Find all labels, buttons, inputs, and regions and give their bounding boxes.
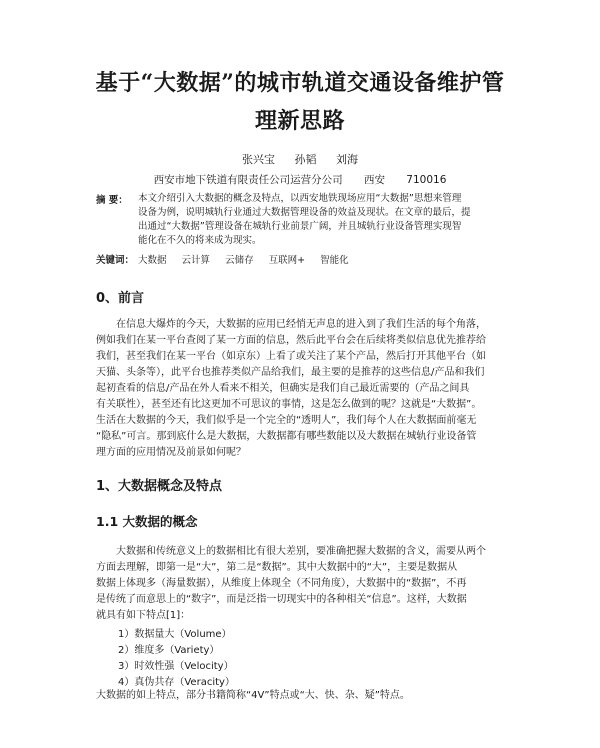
keyword: 智能化 bbox=[320, 255, 349, 266]
paragraph-line: 是传统了而意思上的“数字”，而是泛指一切现实中的各种相关“信息”。这样，大数据 bbox=[96, 594, 467, 605]
keyword: 云储存 bbox=[225, 255, 254, 266]
paragraph-line: 在信息大爆炸的今天，大数据的应用已经悄无声息的进入到了我们生活的每个角落， bbox=[116, 319, 486, 330]
abstract-label: 摘 要： bbox=[96, 195, 128, 206]
subsection-heading-concept: 1.1 大数据的概念 bbox=[96, 514, 198, 529]
paragraph-line: 我们，甚至我们在某一平台（如京东）上看了或关注了某个产品，然后打开其他平台（如 bbox=[96, 351, 486, 362]
paragraph-line: 起初查看的信息/产品在外人看来不相关，但确实是我们自己最近需要的（产品之间具 bbox=[96, 383, 470, 394]
affiliation-city: 西安 bbox=[363, 174, 385, 186]
paragraph-line: 方面去理解，即第一是“大”，第二是“数据”。其中大数据中的“大”，主要是数据从 bbox=[96, 562, 458, 573]
affiliation-org: 西安市地下铁道有限责任公司运营分公司 bbox=[153, 174, 343, 186]
paragraph-line: 理方面的应用情况及前景如何呢？ bbox=[96, 447, 246, 458]
paragraph-line: 就具有如下特点[1]： bbox=[96, 610, 191, 621]
feature-list-item: 2）维度多（Variety） bbox=[118, 645, 220, 656]
abstract-line: 本文介绍引入大数据的概念及特点，以西安地铁现场应用“大数据”思想来管理 bbox=[138, 193, 462, 204]
paper-title-line-2: 理新思路 bbox=[254, 108, 345, 134]
keywords-list bbox=[138, 252, 361, 266]
abstract-line: 设备为例，说明城轨行业通过大数据管理设备的效益及现状。在文章的最后，提 bbox=[138, 207, 471, 218]
paragraph-line: 生活在大数据的今天，我们似乎是一个完全的“透明人”，我们每个人在大数据面前毫无 bbox=[96, 415, 477, 426]
authors bbox=[0, 151, 600, 167]
keyword: 大数据 bbox=[138, 255, 167, 266]
paragraph-line: 天猫、头条等），此平台也推荐类似产品给我们，最主要的是推荐的这些信息/产品和我们 bbox=[96, 367, 485, 378]
paragraph-line: “隐私”可言。那到底什么是大数据，大数据都有哪些数能以及大数据在城轨行业设备管 bbox=[96, 431, 477, 442]
paragraph-line: 大数据和传统意义上的数据相比有很大差别，要准确把握大数据的含义，需要从两个 bbox=[116, 546, 486, 557]
keywords-label: 关键词： bbox=[96, 255, 135, 266]
feature-list-item: 1）数据量大（Volume） bbox=[118, 629, 232, 640]
keyword: 云计算 bbox=[181, 255, 211, 266]
author-name: 张兴宝 bbox=[242, 153, 275, 166]
feature-list-item: 3）时效性强（Velocity） bbox=[118, 661, 234, 672]
section-heading-preface: 0、前言 bbox=[96, 291, 145, 306]
author-name: 孙韬 bbox=[294, 153, 317, 166]
section-heading-big-data: 1、大数据概念及特点 bbox=[96, 479, 223, 494]
paragraph-line: 数据上体现多（海量数据），从维度上体现全（不同角度），大数据中的“数据”，不再 bbox=[96, 578, 467, 589]
paper-title-line-1: 基于“大数据”的城市轨道交通设备维护管 bbox=[95, 70, 505, 96]
affiliation bbox=[0, 172, 600, 187]
abstract-line: 能化在不久的将来成为现实。 bbox=[138, 235, 262, 246]
affiliation-postcode: 710016 bbox=[406, 174, 447, 186]
keyword: 互联网+ bbox=[268, 255, 306, 266]
feature-list-item: 4）真伪共存（Veracity） bbox=[118, 677, 235, 688]
abstract-line: 出通过“大数据”管理设备在城轨行业前景广阔，并且城轨行业设备管理实现智 bbox=[138, 221, 462, 232]
author-name: 刘海 bbox=[336, 153, 358, 166]
paragraph-line: 例如我们在某一平台查阅了某一方面的信息，然后此平台会在后续将类似信息优先推荐给 bbox=[96, 335, 486, 346]
paragraph-line: 有关联性），甚至还有比这更加不可思议的事情，这是怎么做到的呢？这就是“大数据”。 bbox=[96, 399, 482, 410]
paragraph-line: 大数据的如上特点，部分书籍简称“4V”特点或“大、快、杂、疑”特点。 bbox=[96, 690, 410, 701]
